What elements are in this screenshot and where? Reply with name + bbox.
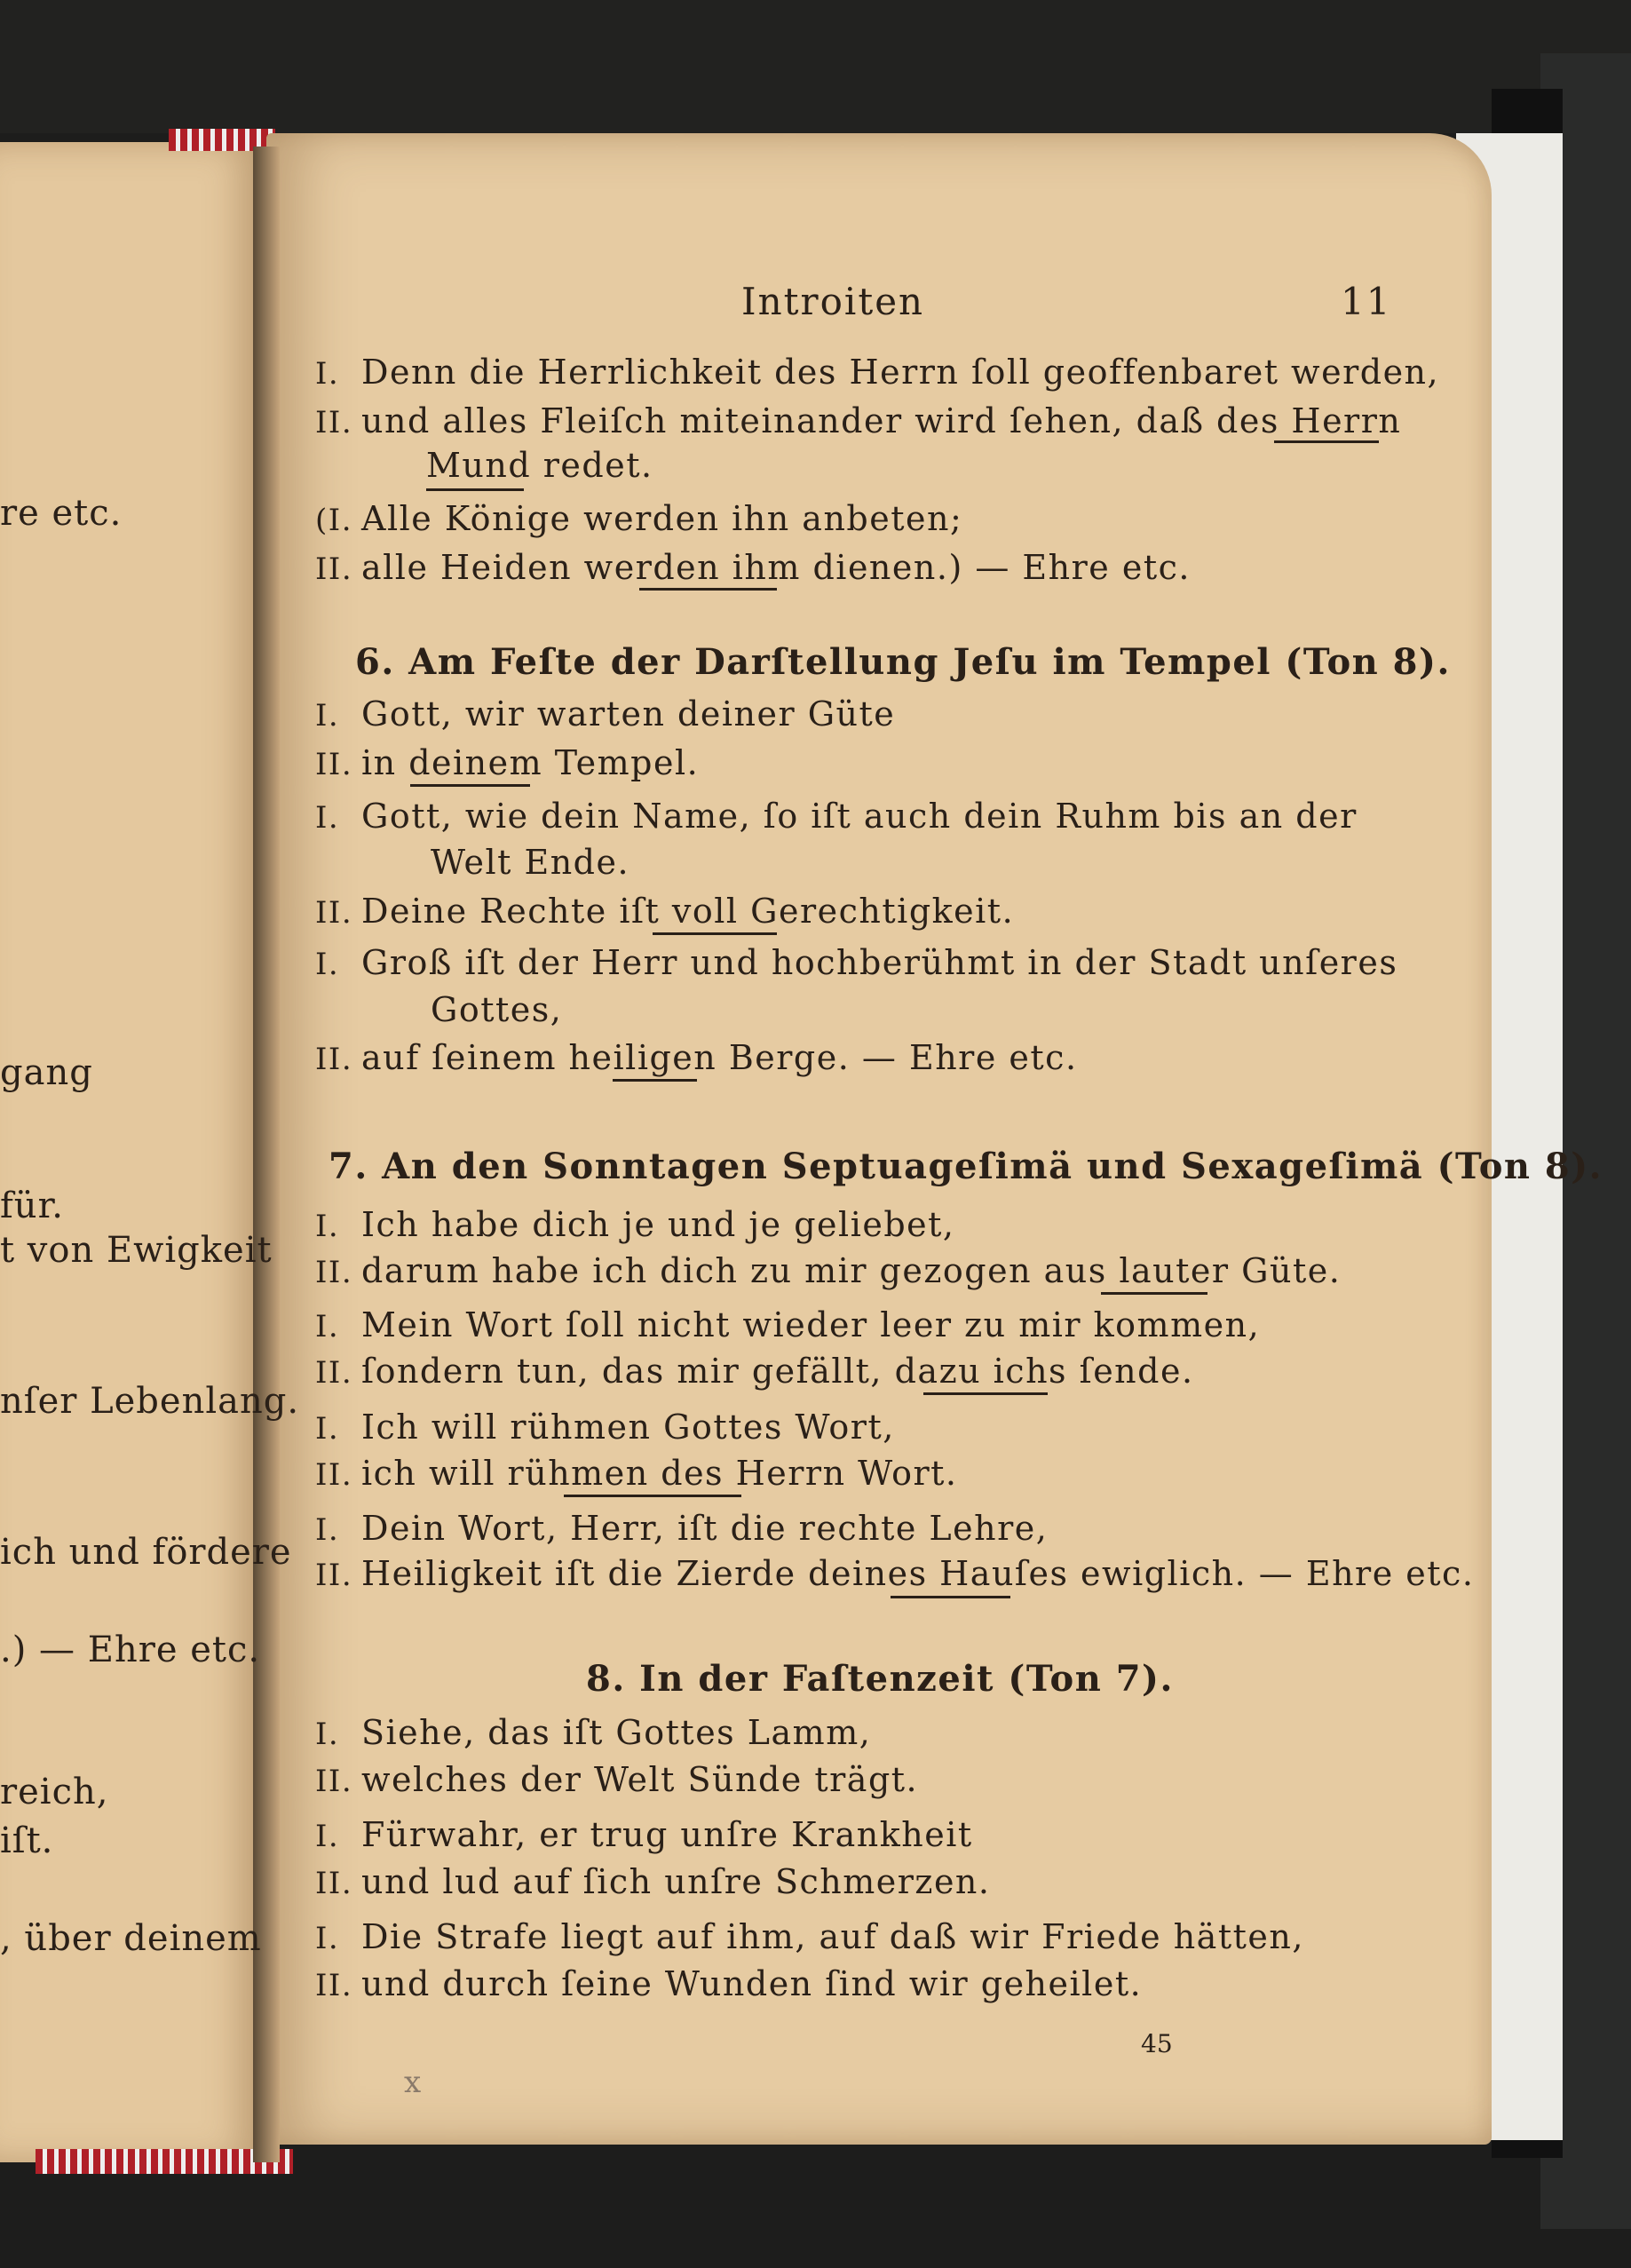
verse-text: welches der Welt Sünde trägt. bbox=[361, 1760, 919, 1799]
verse-number: I. bbox=[315, 1209, 340, 1244]
verse-number: II. bbox=[315, 405, 353, 440]
verse-number: I. bbox=[315, 698, 340, 734]
underline-mark bbox=[613, 1079, 697, 1082]
verse-line bbox=[315, 1305, 1261, 1344]
verse-line bbox=[315, 1454, 958, 1493]
left-fragment: , über deinem bbox=[0, 1918, 262, 1959]
left-fragment: t von Ewigkeit bbox=[0, 1230, 273, 1271]
verse-line bbox=[315, 797, 1358, 836]
verse-number: I. bbox=[315, 1309, 340, 1344]
verse-number: I. bbox=[315, 1411, 340, 1447]
verse-line bbox=[315, 1205, 955, 1244]
verse-line bbox=[315, 401, 1402, 440]
verse-line bbox=[315, 499, 963, 538]
verse-line bbox=[315, 1964, 1143, 2003]
pencil-mark: x bbox=[404, 2065, 422, 2100]
verse-text: Welt Ende. bbox=[431, 843, 630, 882]
verse-line bbox=[315, 1713, 872, 1752]
left-fragment: reich, bbox=[0, 1772, 109, 1812]
verse-number: I. bbox=[315, 947, 340, 982]
verse-text: Heiligkeit iſt die Zierde deines Hauſes ewiglich. — Ehre etc. bbox=[361, 1554, 1475, 1593]
verse-number: II. bbox=[315, 1866, 353, 1901]
verse-line bbox=[315, 1760, 919, 1799]
underline-mark bbox=[923, 1392, 1048, 1395]
verse-line bbox=[315, 548, 1191, 587]
running-title: Introiten bbox=[741, 280, 925, 323]
verse-number: I. bbox=[315, 1921, 340, 1956]
verse-text: und alles Fleiſch miteinander wird ſehen, daß des Herrn bbox=[361, 401, 1402, 440]
section-heading: 6. Am Feſte der Darſtellung Jeſu im Tempel (Ton 8). bbox=[355, 641, 1451, 683]
verse-text: ich will rühmen des Herrn Wort. bbox=[361, 1454, 958, 1493]
verse-text: Gott, wir warten deiner Güte bbox=[361, 694, 896, 734]
verse-number: II. bbox=[315, 1255, 353, 1290]
verse-line bbox=[315, 1917, 1304, 1956]
verse-number: II. bbox=[315, 1042, 353, 1077]
verse-number: II. bbox=[315, 895, 353, 931]
verse-number: I. bbox=[315, 356, 340, 392]
verse-text: und lud auf ſich unſre Schmerzen. bbox=[361, 1862, 991, 1901]
verse-number: II. bbox=[315, 1355, 353, 1391]
verse-text: Mund redet. bbox=[426, 446, 653, 485]
underline-mark bbox=[426, 488, 524, 491]
verse-text: Gottes, bbox=[431, 990, 563, 1029]
verse-text: Siehe, das iſt Gottes Lamm, bbox=[361, 1713, 872, 1752]
signature-mark: 45 bbox=[1141, 2029, 1173, 2058]
verse-text: auf ſeinem heiligen Berge. — Ehre etc. bbox=[361, 1038, 1078, 1077]
verse-number: I. bbox=[315, 1819, 340, 1854]
underline-mark bbox=[639, 588, 777, 591]
verse-line bbox=[315, 1554, 1475, 1593]
underline-mark bbox=[1101, 1292, 1207, 1295]
verse-line bbox=[315, 892, 1015, 931]
verse-line bbox=[315, 1352, 1194, 1391]
verse-line bbox=[431, 843, 630, 882]
underline-mark bbox=[410, 784, 530, 787]
underline-mark bbox=[1274, 440, 1379, 443]
verse-number: II. bbox=[315, 551, 353, 587]
verse-number: II. bbox=[315, 1457, 353, 1493]
verse-text: Denn die Herrlichkeit des Herrn ſoll geoffenbaret werden, bbox=[361, 353, 1440, 392]
page-number: 11 bbox=[1341, 280, 1392, 323]
underline-mark bbox=[564, 1495, 741, 1497]
verse-line bbox=[431, 990, 563, 1029]
verse-number: (I. bbox=[315, 503, 353, 538]
left-fragment: .) — Ehre etc. bbox=[0, 1630, 261, 1670]
verse-text: Deine Rechte iſt voll Gerechtigkeit. bbox=[361, 892, 1015, 931]
verse-text: ſondern tun, das mir gefällt, dazu ichs ſende. bbox=[361, 1352, 1194, 1391]
verse-text: in deinem Tempel. bbox=[361, 743, 700, 782]
verse-line bbox=[315, 743, 700, 782]
verse-number: II. bbox=[315, 1558, 353, 1593]
verse-number: II. bbox=[315, 1764, 353, 1799]
left-fragment: iſt. bbox=[0, 1820, 54, 1861]
underline-mark bbox=[653, 932, 777, 935]
verse-text: Die Strafe liegt auf ihm, auf daß wir Friede hätten, bbox=[361, 1917, 1304, 1956]
verse-line bbox=[315, 1509, 1049, 1548]
verse-number: I. bbox=[315, 1512, 340, 1548]
verse-text: Gott, wie dein Name, ſo iſt auch dein Ruhm bis an der bbox=[361, 797, 1358, 836]
verse-line bbox=[315, 694, 896, 734]
book-cover-top bbox=[0, 0, 1631, 133]
verse-text: Fürwahr, er trug unſre Krankheit bbox=[361, 1815, 973, 1854]
left-fragment: re etc. bbox=[0, 493, 123, 534]
section-heading: 7. An den Sonntagen Septuageſimä und Sexageſimä (Ton 8). bbox=[329, 1146, 1603, 1187]
left-fragment: für. bbox=[0, 1186, 65, 1226]
verse-line bbox=[315, 1862, 991, 1901]
verse-line bbox=[315, 1038, 1078, 1077]
left-fragment: ich und fördere bbox=[0, 1532, 292, 1573]
verse-number: I. bbox=[315, 1717, 340, 1752]
book-gutter bbox=[253, 147, 280, 2162]
verse-text: alle Heiden werden ihm dienen.) — Ehre etc. bbox=[361, 548, 1191, 587]
verse-number: I. bbox=[315, 800, 340, 836]
verse-line bbox=[315, 943, 1398, 982]
verse-text: Dein Wort, Herr, iſt die rechte Lehre, bbox=[361, 1509, 1049, 1548]
verse-text: Groß iſt der Herr und hochberühmt in der Stadt unſeres bbox=[361, 943, 1398, 982]
verse-text: Mein Wort ſoll nicht wieder leer zu mir kommen, bbox=[361, 1305, 1261, 1344]
verse-line bbox=[426, 446, 653, 485]
verse-line bbox=[315, 1251, 1342, 1290]
verse-text: darum habe ich dich zu mir gezogen aus lauter Güte. bbox=[361, 1251, 1342, 1290]
verse-text: Ich will rühmen Gottes Wort, bbox=[361, 1408, 895, 1447]
verse-text: und durch ſeine Wunden ſind wir geheilet. bbox=[361, 1964, 1143, 2003]
verse-text: Alle Könige werden ihn anbeten; bbox=[361, 499, 963, 538]
verse-line bbox=[315, 1408, 895, 1447]
verse-line bbox=[315, 1815, 973, 1854]
section-heading: 8. In der Faſtenzeit (Ton 7). bbox=[586, 1658, 1174, 1700]
left-fragment: nſer Lebenlang. bbox=[0, 1381, 300, 1422]
verse-number: II. bbox=[315, 747, 353, 782]
verse-number: II. bbox=[315, 1968, 353, 2003]
underline-mark bbox=[891, 1596, 1010, 1598]
left-fragment: gang bbox=[0, 1052, 93, 1093]
verse-line bbox=[315, 353, 1440, 392]
verse-text: Ich habe dich je und je geliebet, bbox=[361, 1205, 955, 1244]
